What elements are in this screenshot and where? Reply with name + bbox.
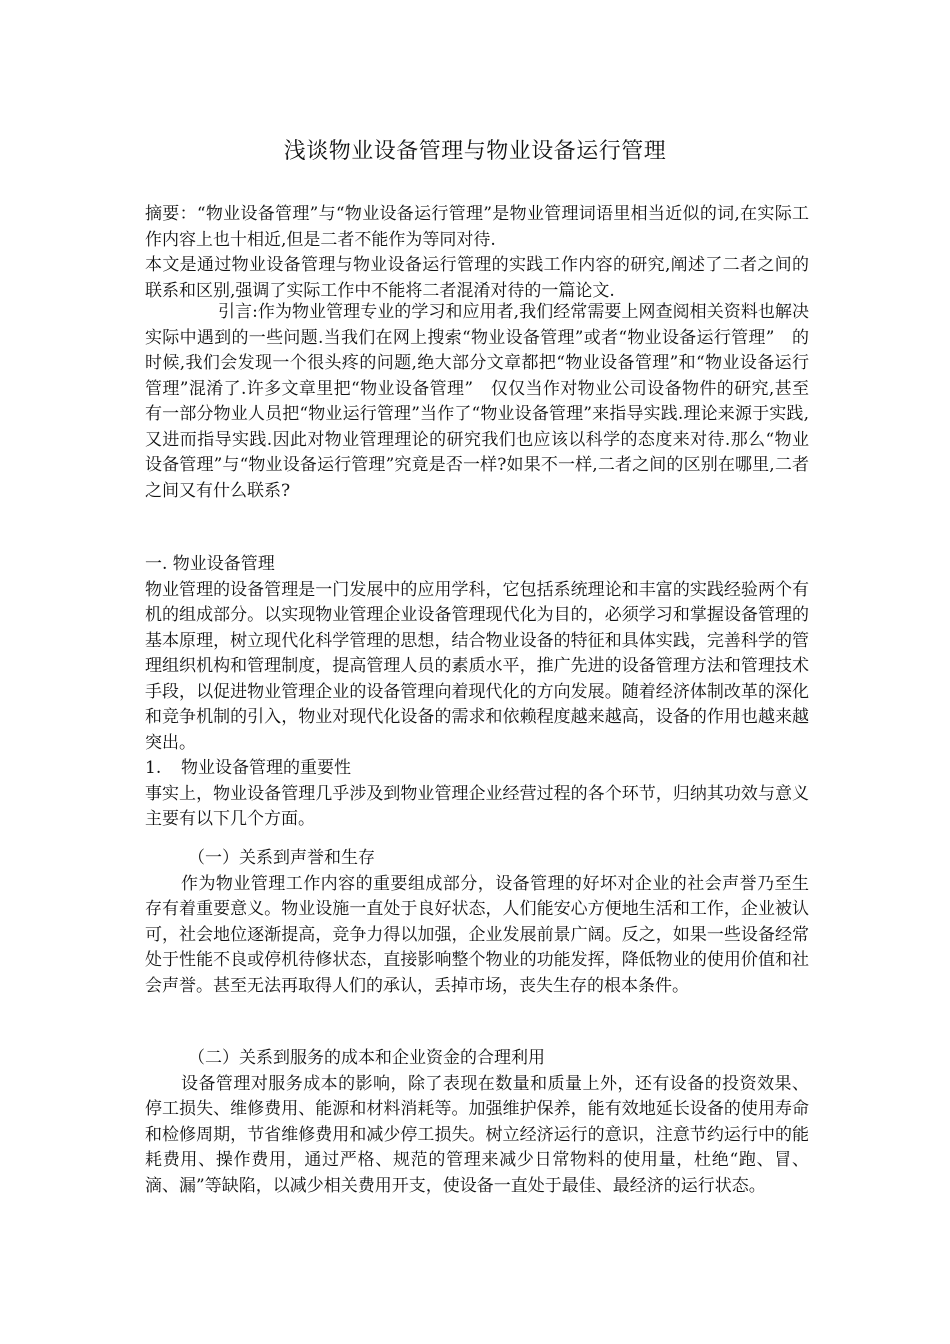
- abstract-section: [145, 202, 809, 304]
- subsection-reputation: [145, 846, 809, 999]
- abstract-paragraph: 本文是通过物业设备管理与物业设备运行管理的实践工作内容的研究,阐述了二者之间的联系和区别,强调了实际工作中不能将二者混淆对待的一篇论文.: [145, 255, 809, 301]
- item-number: 1.: [145, 758, 162, 778]
- intro-paragraph: 引言:作为物业管理专业的学习和应用者,我们经常需要上网查阅相关资料也解决实际中遇到的一些问题.当我们在网上搜索“物业设备管理”或者“物业设备运行管理” 的时候,我们会发现一个很头疼的问题,绝大部分文章都把“物业设备管理”和“物业设备运行管理”混淆了.许多文章里把“物业设备管理” 仅仅当作对物业公司设备物件的研究,甚至有一部分物业人员把“物业运行管理”当作了“物业设备管理”来指导实践.理论来源于实践,又进而指导实践.因此对物业管理理论的研究我们也应该以科学的态度来对待.那么“物业设备管理”与“物业设备运行管理”究竟是否一样?如果不一样,二者之间的区别在哪里,二者之间又有什么联系?: [145, 302, 809, 501]
- item-label: 物业设备管理的重要性: [181, 758, 351, 778]
- subsection-heading: （一）关系到声誉和生存: [188, 848, 375, 868]
- subsection-paragraph: 设备管理对服务成本的影响，除了表现在数量和质量上外，还有设备的投资效果、停工损失、维修费用、能源和材料消耗等。加强维护保养，能有效地延长设备的使用寿命和检修周期，节省维修费用和减少停工损失。树立经济运行的意识，注意节约运行中的能耗费用、操作费用，通过严格、规范的管理来减少日常物料的使用量，杜绝“跑、冒、滴、漏”等缺陷，以减少相关费用开支，使设备一直处于最佳、最经济的运行状态。: [145, 1073, 809, 1196]
- subsection-cost: [145, 1046, 809, 1199]
- section-equipment-management: [145, 552, 809, 833]
- section-heading: 一. 物业设备管理: [145, 554, 275, 574]
- numbered-heading: [145, 756, 809, 782]
- subsection-heading: （二）关系到服务的成本和企业资金的合理利用: [188, 1048, 545, 1068]
- section-paragraph: 事实上，物业设备管理几乎涉及到物业管理企业经营过程的各个环节，归纳其功效与意义主要有以下几个方面。: [145, 783, 809, 829]
- abstract-paragraph: 摘要：“物业设备管理”与“物业设备运行管理”是物业管理词语里相当近似的词,在实际工作内容上也十相近,但是二者不能作为等同对待.: [145, 204, 809, 250]
- document-title: 浅谈物业设备管理与物业设备运行管理: [283, 139, 667, 164]
- section-paragraph: 物业管理的设备管理是一门发展中的应用学科，它包括系统理论和丰富的实践经验两个有机的组成部分。以实现物业管理企业设备管理现代化为目的，必须学习和掌握设备管理的基本原理，树立现代化科学管理的思想，结合物业设备的特征和具体实践，完善科学的管理组织机构和管理制度，提高管理人员的素质水平，推广先进的设备管理方法和管理技术手段，以促进物业管理企业的设备管理向着现代化的方向发展。随着经济体制改革的深化和竞争机制的引入，物业对现代化设备的需求和依赖程度越来越高，设备的作用也越来越突出。: [145, 579, 809, 753]
- subsection-paragraph: 作为物业管理工作内容的重要组成部分，设备管理的好坏对企业的社会声誉乃至生存有着重要意义。物业设施一直处于良好状态，人们能安心方便地生活和工作，企业被认可，社会地位逐渐提高，竞争力得以加强，企业发展前景广阔。反之，如果一些设备经常处于性能不良或停机待修状态，直接影响整个物业的功能发挥，降低物业的使用价值和社会声誉。甚至无法再取得人们的承认，丢掉市场，丧失生存的根本条件。: [145, 873, 809, 996]
